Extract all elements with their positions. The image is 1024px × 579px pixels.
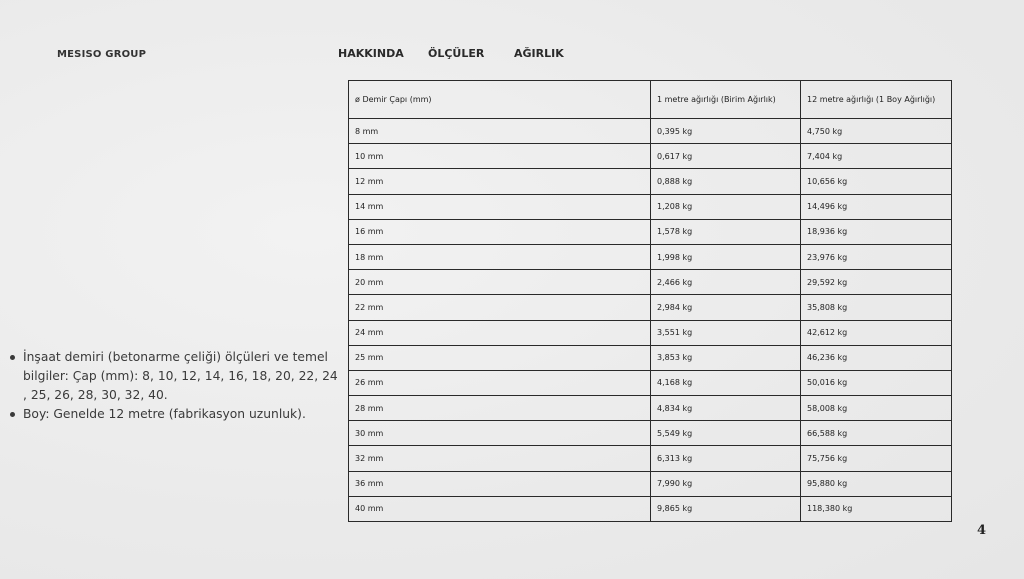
table-row	[349, 119, 952, 144]
cell-diameter: 10 mm	[349, 144, 651, 169]
cell-diameter: 28 mm	[349, 396, 651, 421]
cell-diameter: 36 mm	[349, 471, 651, 496]
cell-diameter: 8 mm	[349, 119, 651, 144]
cell-unit-weight: 4,834 kg	[651, 396, 801, 421]
cell-diameter: 14 mm	[349, 194, 651, 219]
cell-unit-weight: 1,998 kg	[651, 244, 801, 269]
cell-diameter: 18 mm	[349, 244, 651, 269]
cell-unit-weight: 4,168 kg	[651, 370, 801, 395]
table-row	[349, 169, 952, 194]
cell-diameter: 24 mm	[349, 320, 651, 345]
table-row	[349, 421, 952, 446]
rebar-weight-table	[348, 80, 952, 522]
table-body	[349, 119, 952, 522]
cell-unit-weight: 3,853 kg	[651, 345, 801, 370]
cell-bar-weight: 95,880 kg	[801, 471, 952, 496]
cell-bar-weight: 42,612 kg	[801, 320, 952, 345]
cell-bar-weight: 4,750 kg	[801, 119, 952, 144]
page-number: 4	[977, 523, 987, 538]
cell-bar-weight: 23,976 kg	[801, 244, 952, 269]
cell-unit-weight: 2,466 kg	[651, 270, 801, 295]
cell-bar-weight: 35,808 kg	[801, 295, 952, 320]
cell-unit-weight: 0,617 kg	[651, 144, 801, 169]
cell-unit-weight: 6,313 kg	[651, 446, 801, 471]
cell-diameter: 30 mm	[349, 421, 651, 446]
cell-diameter: 40 mm	[349, 496, 651, 521]
table-row	[349, 270, 952, 295]
cell-bar-weight: 18,936 kg	[801, 219, 952, 244]
cell-bar-weight: 46,236 kg	[801, 345, 952, 370]
table-row	[349, 194, 952, 219]
cell-bar-weight: 14,496 kg	[801, 194, 952, 219]
cell-bar-weight: 75,756 kg	[801, 446, 952, 471]
cell-diameter: 20 mm	[349, 270, 651, 295]
cell-diameter: 22 mm	[349, 295, 651, 320]
table-row	[349, 446, 952, 471]
nav-hakkinda[interactable]: HAKKINDA	[338, 47, 404, 60]
cell-bar-weight: 66,588 kg	[801, 421, 952, 446]
table-row	[349, 370, 952, 395]
cell-diameter: 25 mm	[349, 345, 651, 370]
table-row	[349, 396, 952, 421]
table-row	[349, 144, 952, 169]
cell-bar-weight: 10,656 kg	[801, 169, 952, 194]
cell-diameter: 26 mm	[349, 370, 651, 395]
table-row	[349, 320, 952, 345]
table-row	[349, 471, 952, 496]
cell-diameter: 32 mm	[349, 446, 651, 471]
cell-bar-weight: 29,592 kg	[801, 270, 952, 295]
bullet-diameters: İnşaat demiri (betonarme çeliği) ölçüleri ve temel bilgiler: Çap (mm): 8, 10, 12, 14, 16, 18, 20, 22, 24 , 25, 26, 28, 30, 32, 40.	[8, 348, 338, 405]
cell-unit-weight: 1,208 kg	[651, 194, 801, 219]
cell-unit-weight: 5,549 kg	[651, 421, 801, 446]
nav-olculer[interactable]: ÖLÇÜLER	[428, 47, 485, 60]
cell-unit-weight: 3,551 kg	[651, 320, 801, 345]
cell-unit-weight: 2,984 kg	[651, 295, 801, 320]
table-row	[349, 345, 952, 370]
nav-agirlik[interactable]: AĞIRLIK	[514, 47, 564, 60]
table-row	[349, 244, 952, 269]
header-unit-weight: 1 metre ağırlığı (Birim Ağırlık)	[651, 81, 801, 119]
table-header-row	[349, 81, 952, 119]
cell-unit-weight: 7,990 kg	[651, 471, 801, 496]
cell-bar-weight: 50,016 kg	[801, 370, 952, 395]
cell-bar-weight: 58,008 kg	[801, 396, 952, 421]
bullet-length: Boy: Genelde 12 metre (fabrikasyon uzunluk).	[8, 405, 338, 424]
table-row	[349, 295, 952, 320]
table-row	[349, 219, 952, 244]
cell-unit-weight: 9,865 kg	[651, 496, 801, 521]
cell-bar-weight: 7,404 kg	[801, 144, 952, 169]
cell-diameter: 16 mm	[349, 219, 651, 244]
brand-name: MESISO GROUP	[57, 49, 147, 60]
cell-diameter: 12 mm	[349, 169, 651, 194]
header-diameter: ø Demir Çapı (mm)	[349, 81, 651, 119]
header-bar-weight: 12 metre ağırlığı (1 Boy Ağırlığı)	[801, 81, 952, 119]
table-row	[349, 496, 952, 521]
cell-unit-weight: 0,888 kg	[651, 169, 801, 194]
cell-unit-weight: 1,578 kg	[651, 219, 801, 244]
cell-bar-weight: 118,380 kg	[801, 496, 952, 521]
cell-unit-weight: 0,395 kg	[651, 119, 801, 144]
info-bullets	[8, 348, 338, 424]
